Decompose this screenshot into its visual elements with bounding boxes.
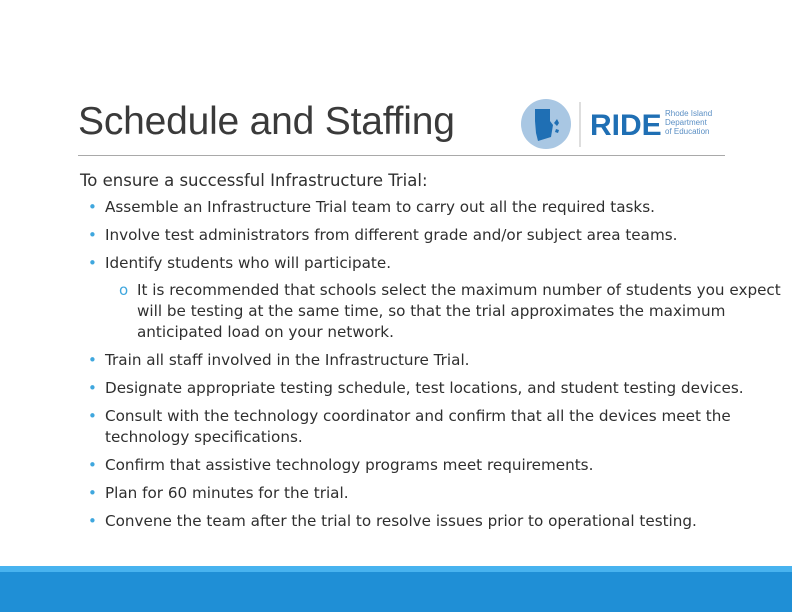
bullet-marker: • xyxy=(88,407,97,425)
ride-logo xyxy=(520,97,725,152)
bullet-marker: • xyxy=(88,198,97,216)
bullet-text: Convene the team after the trial to resolve issues prior to operational testing. xyxy=(105,512,697,530)
bullet-text: Consult with the technology coordinator and confirm that all the devices meet the technology specifications. xyxy=(105,407,731,446)
bullet-marker: • xyxy=(88,512,97,530)
footer-stripe xyxy=(0,566,792,572)
logo-line-3: of Education xyxy=(665,127,710,136)
logo-line-2: Department xyxy=(665,118,707,127)
bullet-item xyxy=(88,225,788,246)
sub-bullet-text: It is recommended that schools select the maximum number of students you expect will be testing at the same time, so that the trial approximates the maximum anticipated load on your network. xyxy=(137,281,781,341)
footer-bar xyxy=(0,566,792,612)
bullet-marker: • xyxy=(88,254,97,272)
sub-bullet-marker: o xyxy=(119,281,129,299)
bullet-list xyxy=(88,197,788,539)
title-divider xyxy=(78,155,725,156)
bullet-marker: • xyxy=(88,484,97,502)
bullet-item xyxy=(88,197,788,218)
bullet-text: Identify students who will participate. xyxy=(105,254,392,272)
bullet-text: Confirm that assistive technology programs meet requirements. xyxy=(105,456,594,474)
bullet-item xyxy=(88,483,788,504)
bullet-item xyxy=(88,511,788,532)
bullet-item xyxy=(88,350,788,371)
bullet-text: Designate appropriate testing schedule, test locations, and student testing devices. xyxy=(105,379,744,397)
logo-line-1: Rhode Island xyxy=(665,109,713,118)
bullet-item xyxy=(88,406,788,448)
slide-title: Schedule and Staffing xyxy=(78,100,455,143)
bullet-item xyxy=(88,253,788,343)
bullet-marker: • xyxy=(88,351,97,369)
sub-bullet-item xyxy=(105,280,788,343)
bullet-marker: • xyxy=(88,456,97,474)
bullet-text: Plan for 60 minutes for the trial. xyxy=(105,484,349,502)
bullet-marker: • xyxy=(88,226,97,244)
lead-text: To ensure a successful Infrastructure Trial: xyxy=(80,171,428,190)
logo-wordmark: RIDE xyxy=(590,109,662,142)
bullet-item xyxy=(88,455,788,476)
bullet-item xyxy=(88,378,788,399)
bullet-text: Involve test administrators from different grade and/or subject area teams. xyxy=(105,226,678,244)
bullet-text: Assemble an Infrastructure Trial team to carry out all the required tasks. xyxy=(105,198,655,216)
bullet-marker: • xyxy=(88,379,97,397)
bullet-text: Train all staff involved in the Infrastructure Trial. xyxy=(105,351,470,369)
